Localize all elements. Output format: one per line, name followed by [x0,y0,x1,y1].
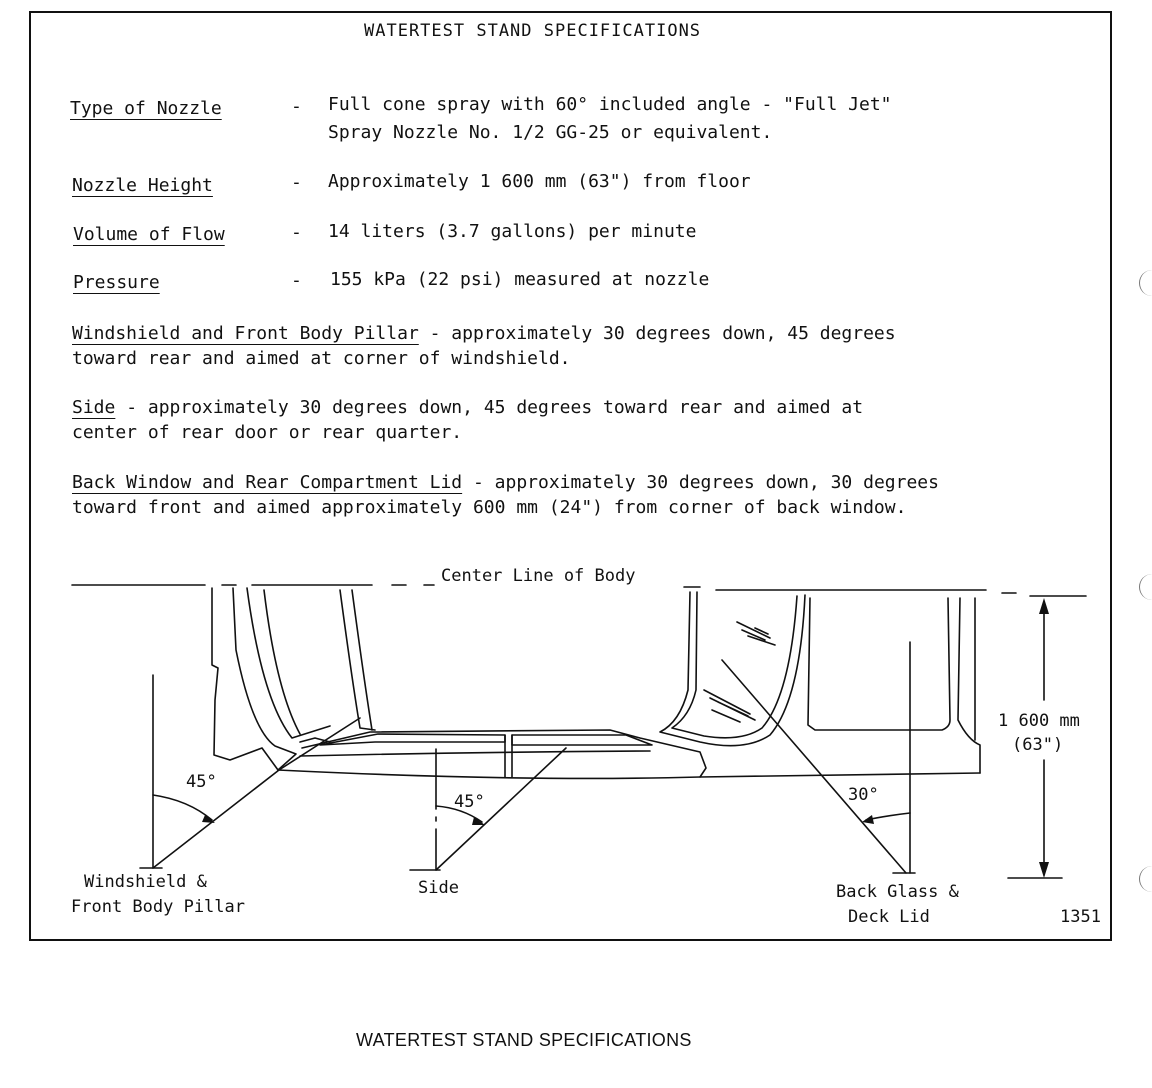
deck-lid-outline [808,598,950,730]
nozzle-height-value: Approximately 1 600 mm (63") from floor [328,171,751,192]
windshield-nozzle-label-line1: Windshield & [84,872,207,892]
side-aim-label: Side [72,397,116,418]
back-nozzle-label-line2: Deck Lid [848,907,930,927]
windshield-aim-text1: - approximately 30 degrees down, 45 degrees [418,323,896,344]
figure-caption: WATERTEST STAND SPECIFICATIONS [356,1030,692,1050]
back-spray-line [722,660,906,873]
side-angle-label: 45° [454,792,485,812]
center-line-label: Center Line of Body [441,566,636,586]
figure-number: 1351 [1060,907,1101,927]
type-of-nozzle-value-line1: Full cone spray with 60° included angle - "Full Jet" [328,94,892,115]
side-nozzle-label: Side [418,878,459,898]
side-aim-line2: center of rear door or rear quarter. [72,422,463,443]
volume-of-flow-value: 14 liters (3.7 gallons) per minute [328,221,697,242]
back-window-aim-line2: toward front and aimed approximately 600 mm (24") from corner of back window. [72,497,907,518]
center-line [72,585,1086,596]
windshield-angle-label: 45° [186,772,217,792]
height-metric-label: 1 600 mm [998,711,1080,731]
body-floor-line [278,770,980,778]
type-of-nozzle-dash: - [291,96,302,117]
pressure-label: Pressure [73,272,160,293]
pressure-dash: - [291,270,302,291]
type-of-nozzle-label: Type of Nozzle [70,98,222,119]
windshield-aim-line2: toward rear and aimed at corner of windshield. [72,348,571,369]
volume-of-flow-label: Volume of Flow [73,224,225,245]
nozzle-height-label: Nozzle Height [72,175,213,196]
pressure-value: 155 kPa (22 psi) measured at nozzle [330,269,710,290]
rear-quarter-outline [660,592,805,746]
side-aim-text1: - approximately 30 degrees down, 45 degrees toward rear and aimed at [115,397,864,418]
back-nozzle-label-line1: Back Glass & [836,882,959,902]
height-imperial-label: (63") [1012,735,1064,755]
windshield-angle-arc [153,795,212,820]
windshield-aim-label: Windshield and Front Body Pillar [72,323,419,344]
sheet-heading: WATERTEST STAND SPECIFICATIONS [364,21,702,41]
volume-of-flow-dash: - [291,222,302,243]
nozzle-height-dash: - [291,172,302,193]
windshield-nozzle-label-line2: Front Body Pillar [71,897,245,917]
back-angle-label: 30° [848,785,879,805]
back-window-aim-label: Back Window and Rear Compartment Lid [72,472,463,493]
back-window-aim-text1: - approximately 30 degrees down, 30 degrees [462,472,939,493]
type-of-nozzle-value-line2: Spray Nozzle No. 1/2 GG-25 or equivalent. [328,122,773,143]
